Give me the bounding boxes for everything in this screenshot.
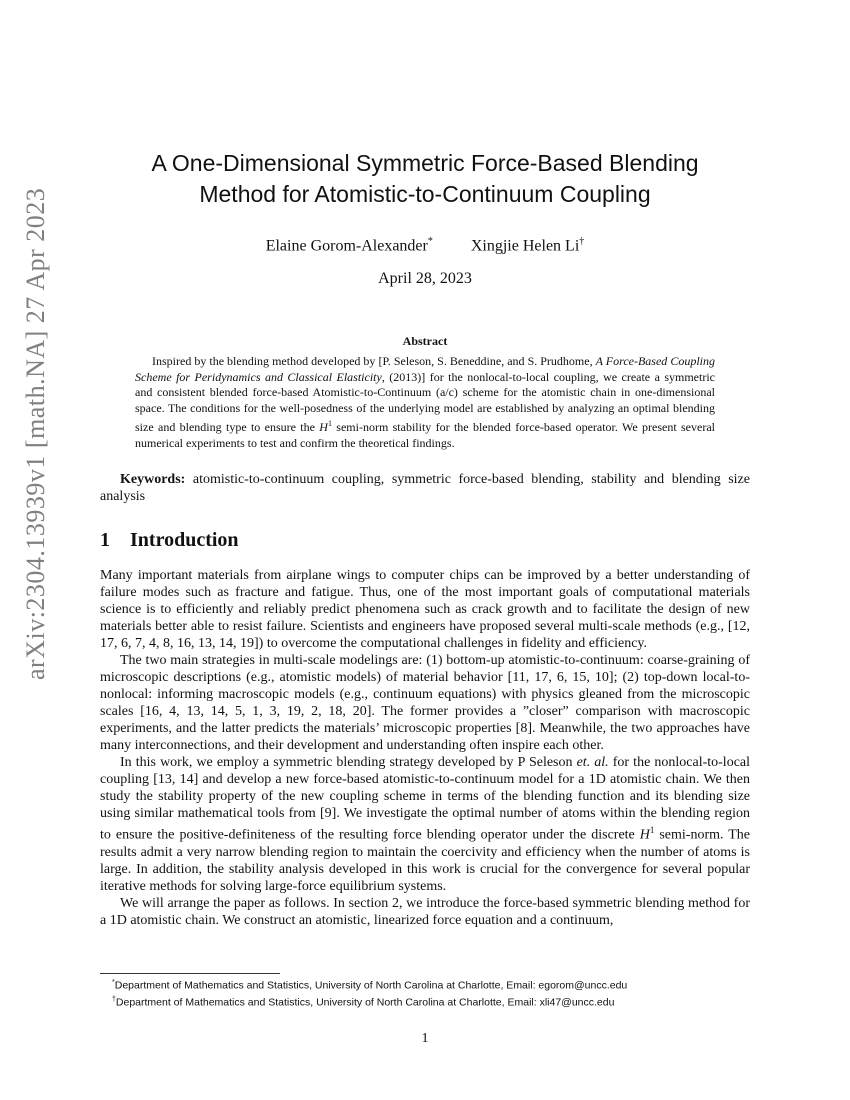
- paragraph-3-text-c: semi-norm. The results admit a very narrow blending region to maintain the coercivity and efficiency when the number of atoms is large. In addition, the stability analysis developed in this work is crucial for the convergence for several popular iterative methods for solving large-force equilibrium systems.: [100, 827, 750, 894]
- arxiv-identifier-stamp: [16, 187, 56, 680]
- abstract-text-1: Inspired by the blending method developed by [P. Seleson, S. Beneddine, and S. Prudhome,: [152, 354, 596, 368]
- paragraph-3-text-a: In this work, we employ a symmetric blending strategy developed by P Seleson: [120, 755, 577, 770]
- arxiv-identifier-text: arXiv:2304.13939v1 [math.NA] 27 Apr 2023: [21, 187, 50, 680]
- title-line-2: Method for Atomistic-to-Continuum Coupling: [199, 181, 651, 207]
- author-1-name: Elaine Gorom-Alexander: [265, 237, 428, 255]
- footnote-1-text: Department of Mathematics and Statistics, University of North Carolina at Charlotte, Email: egorom@uncc.edu: [114, 979, 628, 992]
- paragraph-4: We will arrange the paper as follows. In section 2, we introduce the force-based symmetric blending method for a 1D atomistic chain. We construct an atomistic, linearized force equation and a continuum,: [100, 895, 750, 928]
- footnote-2: [112, 993, 752, 1010]
- paragraph-3-h-superscript: 1: [649, 825, 655, 835]
- abstract-body: [135, 354, 715, 451]
- paper-title: [100, 148, 750, 210]
- paragraph-2: The two main strategies in multi-scale modelings are: (1) bottom-up atomistic-to-continuum: coarse-graining of microscopic descriptions (e.g., atomistic models) of material behavior [11, 17, 6, 15, 10]; (2) top-down local-to-nonlocal: informing macroscopic models (e.g., continuum equations) with physics gleaned from the microscopic scales [16, 4, 13, 14, 5, 1, 3, 19, 2, 18, 20]. The former provides a ”closer” comparison with macroscopic experiments, and the latter predicts the materials’ microscopic properties [8]. Meanwhile, the two approaches have many interconnections, and their development and understanding often inspire each other.: [100, 653, 750, 753]
- footnote-2-mark: †: [112, 996, 116, 1003]
- author-2-footnote-mark: †: [579, 236, 585, 247]
- introduction-body: [100, 567, 750, 929]
- paragraph-1: Many important materials from airplane wings to computer chips can be improved by a better understanding of failure modes such as fracture and fatigue. Thus, one of the most important goals of computational materials science is to efficiently and reliably predict phenomena such as crack growth and to facilitate the design of new materials better able to resist failure. Scientists and engineers have proposed several multi-scale methods (e.g., [12, 17, 6, 7, 4, 8, 16, 13, 14, 19]) to overcome the computational challenges in fidelity and efficiency.: [100, 568, 750, 651]
- keywords: [100, 471, 750, 505]
- abstract-cited-title: A Force-Based Coupling Scheme for Peridynamics and Classical Elasticity: [135, 354, 715, 384]
- footnote-1-mark: *: [112, 979, 115, 986]
- paragraph-3-h-symbol: H: [639, 827, 650, 843]
- footnotes: [112, 976, 752, 1010]
- abstract-h-symbol: H: [319, 420, 328, 434]
- footnote-2-text: Department of Mathematics and Statistics, University of North Carolina at Charlotte, Email: xli47@uncc.edu: [115, 996, 615, 1009]
- paragraph-3: [100, 754, 750, 895]
- footnote-1: [112, 976, 752, 993]
- abstract-heading: Abstract: [402, 334, 448, 348]
- paragraph-3-text-b: for the nonlocal-to-local coupling [13, 14] and develop a new force-based atomistic-to-continuum model for a 1D atomistic chain. We then study the stability property of the new coupling scheme in terms of the blending function and its blending size using similar mathematical tools from [9]. We investigate the optimal number of atoms within the blending region to ensure the positive-definiteness of the resulting force blending operator under the discrete: [100, 755, 751, 843]
- author-1-footnote-mark: *: [427, 236, 433, 247]
- abstract-text-2: , (2013)] for the nonlocal-to-local coupling, we create a symmetric and consistent blended force-based Atomistic-to-Continuum (a/c) scheme for the atomistic chain in one-dimensional space. The conditions for the well-posedness of the underlying model are established by analyzing an optimal blending size and blending type to ensure the: [135, 369, 715, 434]
- abstract-text-3: semi-norm stability for the blended force-based operator. We present several numerical experiments to test and confirm the theoretical findings.: [135, 420, 715, 450]
- publication-date: April 28, 2023: [378, 270, 472, 287]
- section-number: 1: [100, 529, 110, 551]
- section-heading: [100, 529, 239, 552]
- author-1: [266, 236, 433, 255]
- keywords-text: atomistic-to-continuum coupling, symmetric force-based blending, stability and blending size analysis: [100, 472, 750, 504]
- section-title-text: Introduction: [130, 529, 239, 551]
- keywords-label: Keywords:: [120, 472, 186, 487]
- paragraph-3-etal: et. al.: [576, 755, 609, 770]
- footnote-divider: [100, 973, 280, 974]
- author-2-name: Xingjie Helen Li: [470, 237, 580, 255]
- page-number: 1: [421, 1031, 429, 1046]
- author-2: [471, 236, 584, 255]
- abstract-h-superscript: 1: [327, 419, 332, 428]
- author-list: [100, 236, 750, 255]
- title-line-1: A One-Dimensional Symmetric Force-Based Blending: [151, 150, 699, 176]
